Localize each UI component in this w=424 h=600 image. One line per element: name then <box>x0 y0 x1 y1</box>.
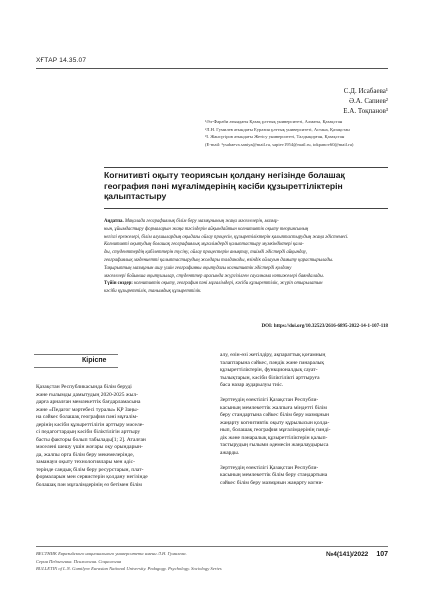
author-name: Ә.А. Сапиев² <box>348 97 388 105</box>
body-line: сі педагогтардың кәсіби біліктілігін арттыру <box>36 429 141 435</box>
affiliation: ²Л.Н. Гумилев атындағы Еуразия ұлттық университеті, Астана, Қазақстан <box>205 126 350 132</box>
body-line: на сәйкес болашақ география пәні мұғалім- <box>36 414 138 420</box>
affiliation-list <box>205 118 395 148</box>
footer-divider <box>36 546 388 547</box>
abstract-line: географиялық мәдениетті қалыптастырудың жолдары талданады, өзіндік ойлауын дамыту қарастырылады. <box>104 257 334 263</box>
body-line: басты факторы болып табылады[1; 2]. Аталған <box>36 436 146 443</box>
body-line: тастырудың ғылыми әдемесін жаңалаудырыса <box>220 442 329 448</box>
abstract-line: Тақырыптың мазмұнын ашу үшін географияны оқытудағы когнитивтік әдістерді қолдану <box>104 265 292 271</box>
body-line: заманауи оқыту технологиялары мен әдіс- <box>36 459 135 465</box>
body-line: Зерттеудің өзектілігі Қазақстан Республи- <box>220 464 319 471</box>
page-number: 107 <box>376 551 388 558</box>
abstract-line: Мақалада географиялық білім беру мазмұнының жаңа мәселелерін, мазмұ- <box>124 219 279 224</box>
body-line: дарға арналған мемлекеттік бағдарламасына <box>36 399 141 405</box>
title-rule-bottom <box>104 208 388 209</box>
body-line: құзыреттіліктерін, функционалдық сауат- <box>220 367 318 373</box>
article-title <box>104 170 394 202</box>
body-line: да, жалпы орта білім беру мекемелерінде, <box>36 451 135 458</box>
body-line: нып, болашақ география мұғалімдерінің пәнді- <box>220 427 331 433</box>
body-column-right <box>220 352 388 487</box>
body-line: ажарды. <box>220 449 240 456</box>
author-list <box>343 86 388 116</box>
body-line: жаңарту когнитивтік оқыту құрылысын қолда- <box>220 419 330 426</box>
title-rule-top <box>104 167 388 168</box>
body-line: баса назар аударылуы тиіс. <box>220 382 284 388</box>
body-line: талаптарына сәйкес, пәндік және пәнаралық <box>220 359 325 366</box>
body-line: касының мемлекеттік білім беру стандартына <box>220 472 328 478</box>
body-line: мәселені шешу үшін жоғары оқу орындарын- <box>36 444 143 450</box>
abstract <box>104 218 388 296</box>
journal-info <box>36 550 222 573</box>
abstract-line: мәселелері бойынша оқытушылар, студенттер арасында жүргізілген сауалнама нәтижелері баяндалады. <box>104 273 324 279</box>
keywords-line: кәсіби құзыреттілік, танымдық құзыреттілік. <box>104 289 202 295</box>
doi-link[interactable]: DOI: https://doi.org/10.32523/2616-6895-2022-14-1-107-118 <box>261 324 388 329</box>
abstract-line: ды, студенттердің қабілеттерін түсіну, ойлау процестерін анықтау, тиімді әдістерді айқындау, <box>104 250 307 256</box>
body-line: Зерттеудің өзектілігі Қазақстан Республи- <box>220 397 319 403</box>
title-line: Когнитивті оқыту теориясын қолдану негізінде болашақ <box>104 170 345 180</box>
journal-line: BULLETIN of L.N. Gumilyov Eurasian National University. Pedagogy. Psychology. Sociology Series <box>36 566 222 572</box>
body-line: касының мемлекеттік жалпыға міндетті білім <box>220 404 327 411</box>
body-line: болашақ пән мұғалімдерінің өз бетімен білім <box>36 481 142 488</box>
header-divider <box>36 68 388 69</box>
body-line: сәйкес білім беру мазмұнын жаңарту когни- <box>220 479 324 486</box>
body-line: формаларын мен сервистерін қолдану негізінде <box>36 474 148 480</box>
abstract-label: Аңдатпа. <box>104 219 124 224</box>
affiliation: ¹Әл-Фараби атындағы Қазақ ұлттық университеті, Алматы, Қазақстан <box>205 119 343 124</box>
body-line: Қазақстан Республикасында білім беруді <box>36 384 132 390</box>
paragraph-gap <box>220 457 388 465</box>
classification-code: ХҒТАР 14.35.07 <box>36 57 87 64</box>
body-line: дерінің кәсіби құзыреттілігін арттыру мәселе- <box>36 421 145 428</box>
body-line: терінде сандық білім беру ресурстарын, плат- <box>36 466 144 473</box>
journal-line: Серия Педагогика. Психология. Социология <box>36 558 122 564</box>
abstract-line: нын, ұйымдастыру формаларын жаңа тәсілдерін айқындайтын когнитивтік оқыту теориясының <box>104 226 309 232</box>
body-line: алу, өзін-өзі жетілдіру, ақпараттық қоғамның <box>220 352 326 358</box>
body-line: дік және пәнаралық құзыреттіліктерін қалып- <box>220 434 328 441</box>
issue-page <box>326 551 388 558</box>
paragraph-gap <box>220 390 388 398</box>
journal-line: ВЕСТНИК Евразийского национального университета имени Л.Н. Гумилева. <box>36 551 187 556</box>
body-column-left <box>36 384 204 489</box>
body-line: беру стандартына сәйкес білім беру мазмұнын <box>220 412 330 418</box>
section-heading: Кіріспе <box>82 357 107 364</box>
abstract-line: негізгі ережелері, білім алушылардың оқыдағы ойлау процесін, құзыретіліктерін қалыптастырудың жаңа әдістемесі. <box>104 234 349 240</box>
author-name: С.Д. Исабаева¹ <box>343 87 388 95</box>
affiliation: ³І. Жансүгіров атындағы Жетісу университеті, Талдықорған, Қазақстан <box>205 134 345 140</box>
author-emails: (E-mail: ³ysabaeva.saniya@mail.ru, sapiev1954@mail.ru, tokpanov60@mail.ru) <box>205 141 354 147</box>
keywords-label: Түйін сөздер: <box>104 281 133 287</box>
title-line: қалыптастыру <box>104 191 167 202</box>
author-name: Е.А. Тоқпанов³ <box>343 107 388 115</box>
body-line: және ғылымды дамытудың 2020-2025 жыл- <box>36 391 138 398</box>
title-line: география пәні мұғалімдерінің кәсіби құзыреттіліктерін <box>104 180 343 191</box>
body-line: тылықтарын, кәсіби біліктілікті арттыруға <box>220 374 320 381</box>
issue-number: №4(141)/2022 <box>326 551 369 558</box>
keywords-line: когнитивтік оқыту, география пәні мұғалімдері, кәсіби құзыреттілік, жүріп отырылатын <box>134 281 323 287</box>
body-line: және «Педагог мәртебесі туралы» ҚР Заңы- <box>36 406 139 413</box>
abstract-line: Когнитивті оқытудың болашақ географиялық мұғалімдерді қалыптастыру мүмкіндіктері қала- <box>104 242 304 248</box>
